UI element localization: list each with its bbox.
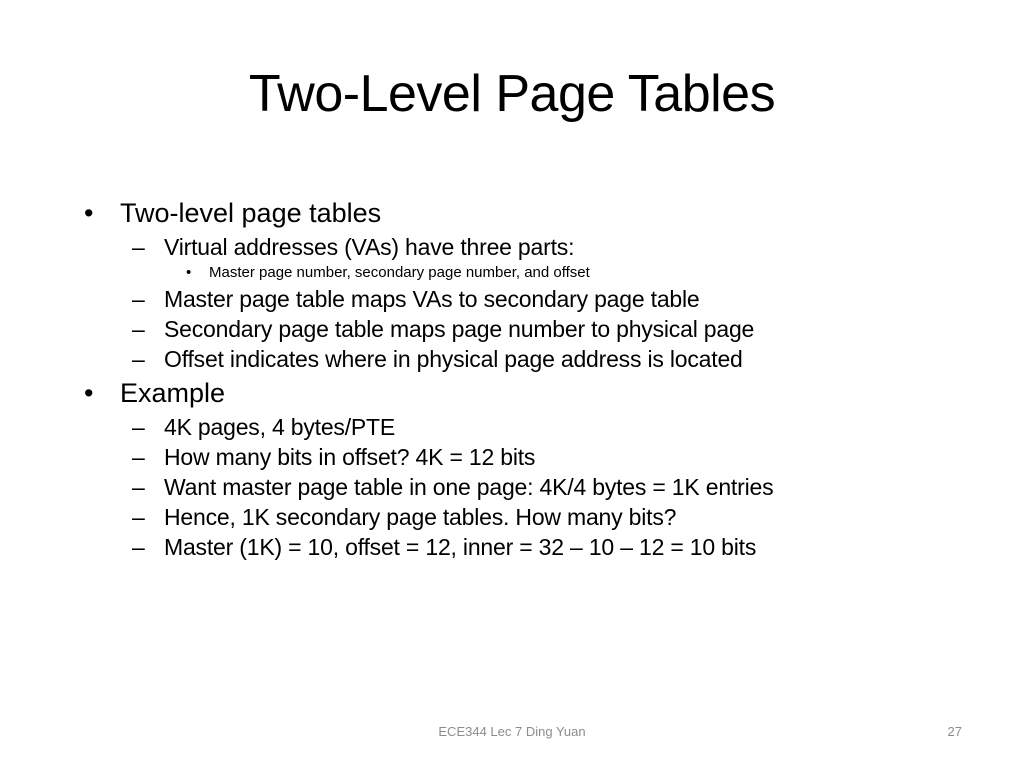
dash-item-va-parts [0,234,924,260]
dash-marker: – [132,474,145,500]
dash-text: Secondary page table maps page number to physical page [164,316,755,342]
sub-text: Master page number, secondary page number, and offset [209,264,590,281]
dash-item-4k-pages [0,414,924,440]
dash-item-secondary-page-table [0,316,924,342]
bullet-text: Example [120,378,226,408]
dash-item-offset [0,346,924,372]
dash-text: How many bits in offset? 4K = 12 bits [164,444,536,470]
dash-marker: – [132,346,145,372]
slide-footer: ECE344 Lec 7 Ding Yuan [438,724,586,739]
slide-title: Two-Level Page Tables [248,65,776,123]
slide-body [0,196,1024,564]
bullet-example [0,376,940,410]
dash-marker: – [132,234,145,260]
dash-text: Offset indicates where in physical page address is located [164,346,743,372]
dash-text: Master page table maps VAs to secondary page table [164,286,700,312]
sub-item-va-parts-list [0,264,929,282]
dash-marker: – [132,534,145,560]
dash-text: Master (1K) = 10, offset = 12, inner = 32 – 10 – 12 = 10 bits [164,534,757,560]
dash-text: Want master page table in one page: 4K/4 bytes = 1K entries [164,474,774,500]
dash-item-offset-bits [0,444,924,470]
bullet-marker: • [84,378,94,408]
dash-item-secondary-tables [0,504,924,530]
dash-item-master-page-table [0,286,924,312]
bullet-marker: • [84,198,94,228]
dash-marker: – [132,414,145,440]
dash-marker: – [132,444,145,470]
dash-text: 4K pages, 4 bytes/PTE [164,414,396,440]
slide-number: 27 [947,724,962,739]
dash-marker: – [132,316,145,342]
bullet-text: Two-level page tables [120,198,382,228]
bullet-two-level-page-tables [0,196,940,230]
dash-text: Virtual addresses (VAs) have three parts: [164,234,575,260]
dash-marker: – [132,504,145,530]
sub-bullet-marker: • [186,264,192,281]
dash-marker: – [132,286,145,312]
dash-text: Hence, 1K secondary page tables. How many bits? [164,504,677,530]
dash-item-bit-split [0,534,924,560]
dash-item-master-in-one-page [0,474,924,500]
